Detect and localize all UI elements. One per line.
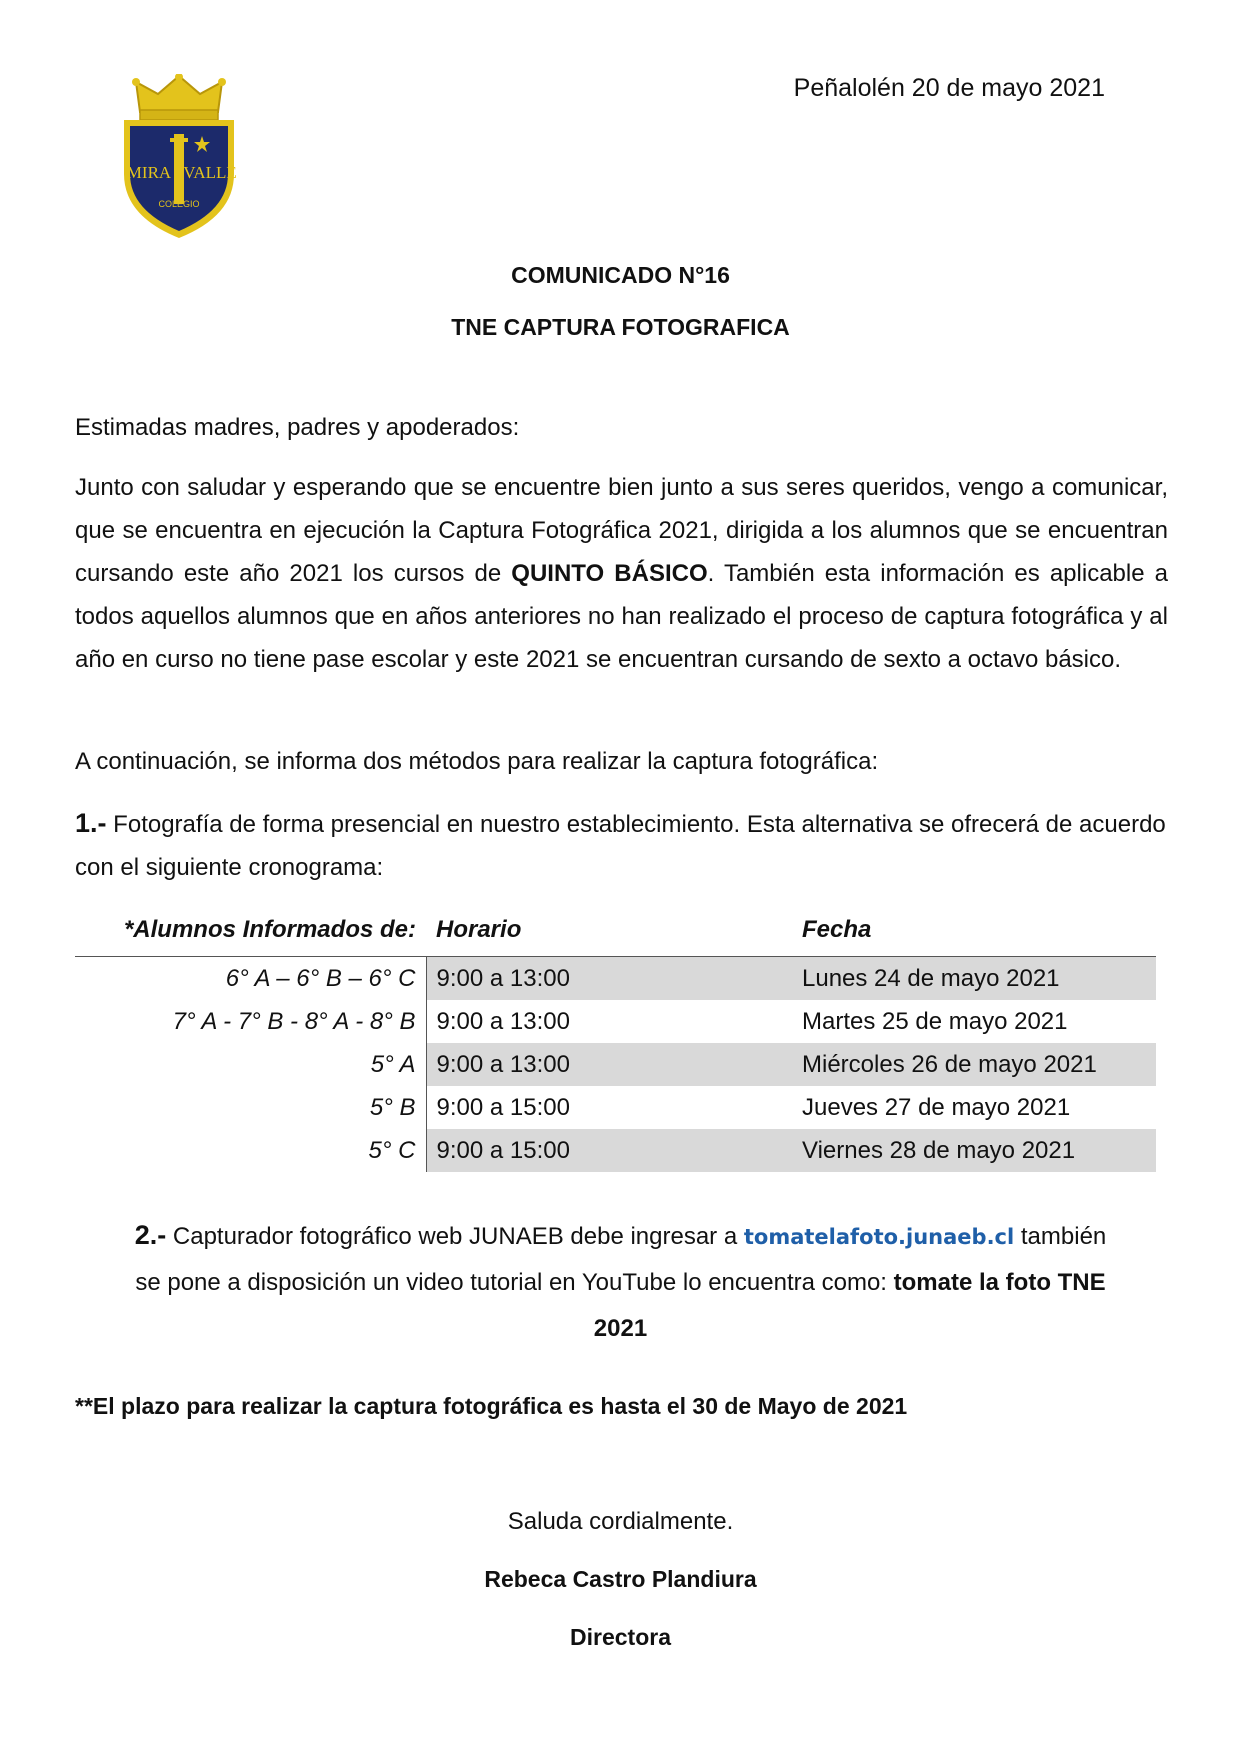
row-date: Miércoles 26 de mayo 2021 <box>792 1043 1156 1086</box>
method-1-number: 1.- <box>75 808 107 838</box>
header-date: Fecha <box>802 916 872 943</box>
schedule-header-row <box>75 904 1156 957</box>
table-row <box>75 1043 1156 1086</box>
signatory-role: Directora <box>570 1624 671 1650</box>
method-2-text-start: Capturador fotográfico web JUNAEB debe ingresar a <box>166 1223 744 1250</box>
intro-text-start: Junto con saludar y esperando que se encuentre bien junto a sus seres queridos, vengo a comunicar, que se encuentra en ejecución la Captura Fotográfica 2021, dirigida a los alumnos que se encuentran cursando este año 2021 los cursos de <box>75 474 1168 587</box>
document-subtitle: TNE CAPTURA FOTOGRAFICA <box>451 314 790 340</box>
method-1-paragraph <box>75 802 1168 889</box>
methods-intro: A continuación, se informa dos métodos para realizar la captura fotográfica: <box>75 748 879 775</box>
row-group: 7° A - 7° B - 8° A - 8° B <box>75 1000 426 1043</box>
row-time: 9:00 a 15:00 <box>436 1093 570 1121</box>
row-group: 5° B <box>75 1086 426 1129</box>
intro-paragraph <box>75 466 1168 681</box>
deadline-notice: **El plazo para realizar la captura fotográfica es hasta el 30 de Mayo de 2021 <box>75 1393 908 1419</box>
row-date: Viernes 28 de mayo 2021 <box>792 1129 1156 1172</box>
row-time: 9:00 a 15:00 <box>426 1129 792 1172</box>
row-time: 9:00 a 13:00 <box>426 957 792 1001</box>
logo-text-right: VALLE <box>183 163 237 182</box>
header-time: Horario <box>436 916 522 943</box>
row-group: 6° A – 6° B – 6° C <box>75 957 426 1001</box>
row-group: 5° A <box>75 1043 426 1086</box>
row-time: 9:00 a 13:00 <box>436 1007 570 1035</box>
closing-greeting: Saluda cordialmente. <box>507 1508 734 1535</box>
row-date: Jueves 27 de mayo 2021 <box>802 1093 1071 1121</box>
method-1-text: Fotografía de forma presencial en nuestro establecimiento. Esta alternativa se ofrecerá de acuerdo con el siguiente cronograma: <box>75 811 1166 881</box>
school-crest-logo <box>118 74 240 242</box>
intro-text-end: . También esta información es aplicable a todos aquellos alumnos que en años anteriores no han realizado el proceso de captura fotográfica y al año en curso no tiene pase escolar y este 2021 se encuentran cursando de sexto a octavo básico. <box>75 560 1169 673</box>
signatory-name: Rebeca Castro Plandiura <box>484 1566 757 1592</box>
table-row <box>75 957 1156 1001</box>
document-title: COMUNICADO N°16 <box>511 262 730 288</box>
logo-text-left: MIRA <box>126 163 172 182</box>
greeting-paragraph: Estimadas madres, padres y apoderados: <box>75 414 520 441</box>
intro-bold-course: QUINTO BÁSICO <box>511 560 708 587</box>
table-row <box>75 1086 1156 1129</box>
header-groups: *Alumnos Informados de: <box>123 916 416 943</box>
method-2-number: 2.- <box>134 1220 167 1250</box>
document-date: Peñalolén 20 de mayo 2021 <box>793 74 1105 102</box>
method-2-paragraph <box>0 1212 1241 1352</box>
method-2-text-middle: también se pone a disposición un video tutorial en YouTube lo encuentra como: <box>135 1223 1107 1296</box>
table-row <box>75 1129 1156 1172</box>
youtube-video-name: tomate la foto TNE 2021 <box>593 1269 1106 1342</box>
row-group: 5° C <box>75 1129 426 1172</box>
table-row <box>75 1000 1156 1043</box>
junaeb-link[interactable]: tomatelafoto.junaeb.cl <box>743 1225 1015 1249</box>
row-date: Lunes 24 de mayo 2021 <box>792 957 1156 1001</box>
row-date: Martes 25 de mayo 2021 <box>802 1007 1068 1035</box>
logo-subtitle: COLEGIO <box>158 199 200 209</box>
row-time: 9:00 a 13:00 <box>426 1043 792 1086</box>
schedule-table <box>75 904 1156 1172</box>
